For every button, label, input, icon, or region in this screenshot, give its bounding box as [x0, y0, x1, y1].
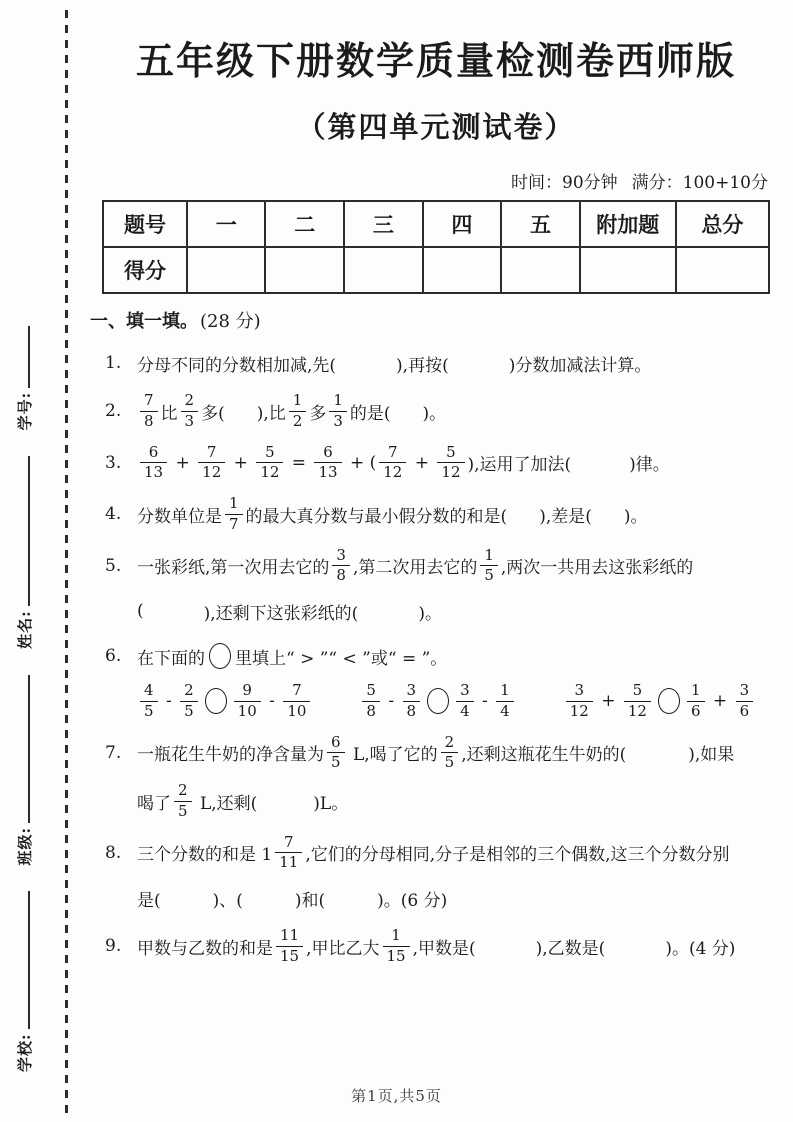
fraction	[383, 928, 410, 965]
fraction	[329, 393, 347, 430]
fraction-numerator: 5	[366, 681, 376, 699]
fraction	[314, 442, 341, 482]
fraction-denominator: 12	[256, 462, 283, 481]
fraction-denominator: 5	[441, 752, 459, 771]
fraction	[456, 683, 474, 720]
question-text: 的是(	[349, 403, 391, 424]
fraction	[181, 393, 199, 430]
question-text: )。(6 分)	[377, 890, 448, 911]
question-text: )。	[422, 403, 447, 424]
question-text: 三个分数的和是 1	[137, 845, 273, 866]
fraction-numerator: 7	[144, 391, 154, 409]
question-text: ,还剩这瓶花生牛奶的(	[461, 745, 627, 766]
compare-circle	[658, 688, 680, 714]
score-table-header-cell: 总分	[676, 201, 769, 247]
answer-blank	[336, 362, 396, 364]
fraction-numerator: 7	[292, 681, 302, 699]
score-table-score-row	[103, 247, 769, 293]
answer-blank	[391, 410, 423, 412]
fraction	[379, 442, 406, 482]
fraction-numerator: 11	[280, 926, 300, 944]
school-blank-line	[27, 891, 30, 1029]
question-text: ),还剩下这张彩纸的(	[203, 603, 359, 624]
question-text: L,喝了它的	[347, 745, 438, 766]
fraction-denominator: 8	[140, 411, 158, 430]
question-line	[102, 641, 770, 671]
question-text: 多(	[201, 403, 225, 424]
fraction-denominator: 15	[383, 946, 410, 965]
question-3	[102, 442, 770, 482]
fraction	[198, 442, 225, 482]
question-line	[102, 545, 770, 585]
section-title	[90, 307, 770, 333]
fraction	[275, 832, 302, 872]
question-line	[102, 442, 770, 482]
question-text: 在下面的	[137, 648, 205, 669]
question-text: 喝了	[137, 793, 171, 814]
paper-content	[90, 0, 770, 965]
fraction-denominator: 2	[289, 411, 307, 430]
fraction-numerator: 3	[739, 681, 750, 699]
fraction-denominator: 12	[566, 701, 593, 720]
question-text: -	[476, 691, 494, 712]
question-text: ,两次一共用去这张彩纸的	[500, 558, 694, 579]
question-line	[102, 683, 770, 720]
question-text: ,第二次用去它的	[352, 558, 478, 579]
score-table	[102, 200, 770, 294]
fraction	[437, 442, 464, 482]
question-text: =	[286, 452, 312, 473]
binding-dashed-line	[65, 10, 68, 1116]
exam-time: 时间：90分钟	[511, 173, 618, 193]
question-text: )。	[418, 603, 442, 624]
fraction-numerator: 1	[484, 545, 494, 564]
question-1	[102, 348, 770, 378]
question-text: 多	[309, 403, 327, 424]
question-text: )和(	[294, 890, 326, 911]
question-text: -	[160, 691, 178, 712]
section-points: (28 分)	[200, 311, 261, 332]
fraction	[180, 683, 198, 720]
fraction-numerator: 1	[500, 681, 510, 699]
question-text: )律。	[629, 455, 670, 476]
page-subtitle: （第四单元测试卷）	[296, 110, 576, 144]
questions	[102, 348, 770, 965]
fraction-numerator: 3	[336, 545, 346, 564]
question-number: 9.	[105, 936, 122, 957]
page-number: 第1页,共5页	[351, 1087, 442, 1105]
question-line	[102, 596, 770, 626]
answer-blank	[243, 897, 295, 899]
question-line	[102, 732, 770, 772]
fraction	[225, 496, 243, 533]
question-text: 分母不同的分数相加减,先(	[137, 355, 337, 376]
answer-blank	[507, 513, 539, 515]
fraction-numerator: 6	[148, 442, 159, 461]
fraction-numerator: 1	[391, 926, 401, 944]
fraction-numerator: 2	[178, 781, 188, 799]
fraction-denominator: 8	[403, 701, 421, 720]
fraction	[174, 783, 192, 820]
question-text: -	[382, 691, 400, 712]
fraction-denominator: 5	[140, 701, 158, 720]
question-text: )。(4 分)	[665, 938, 736, 959]
fraction-denominator: 7	[225, 514, 243, 533]
question-text: (	[137, 601, 144, 621]
question-number: 8.	[105, 842, 122, 863]
student-id-label: 学号:	[16, 391, 34, 431]
answer-blank	[449, 362, 509, 364]
fraction-denominator: 10	[283, 701, 310, 720]
answer-blank	[476, 945, 536, 947]
answer-blank	[313, 700, 359, 702]
fraction-denominator: 3	[181, 411, 199, 430]
score-cell	[265, 247, 344, 293]
class-blank-line	[27, 675, 30, 823]
question-text: ),比	[256, 403, 286, 424]
fraction	[736, 683, 754, 720]
question-4	[102, 496, 770, 533]
question-text: 一瓶花生牛奶的净含量为	[137, 745, 324, 766]
score-cell	[676, 247, 769, 293]
fraction	[276, 928, 303, 965]
score-cell	[580, 247, 676, 293]
fraction-denominator: 5	[327, 752, 345, 771]
fraction	[234, 683, 261, 720]
fraction-denominator: 4	[456, 701, 474, 720]
question-number: 4.	[105, 504, 122, 525]
answer-blank	[517, 700, 563, 702]
question-text: 里填上“ > ”“ < ”或“ = ”。	[235, 648, 448, 669]
fraction-denominator: 12	[624, 701, 651, 720]
question-text: ,它们的分母相同,分子是相邻的三个偶数,这三个分数分别	[305, 845, 730, 866]
fraction-denominator: 12	[437, 462, 464, 481]
fraction	[327, 732, 345, 772]
fraction-numerator: 5	[446, 442, 456, 461]
fraction	[362, 683, 380, 720]
class-label: 班级:	[16, 826, 34, 866]
question-number: 6.	[105, 646, 122, 666]
question-text: +	[170, 452, 196, 473]
fraction-denominator: 12	[198, 462, 225, 481]
question-line	[102, 393, 770, 430]
question-text: ),运用了加法(	[467, 455, 572, 476]
fraction-numerator: 6	[331, 732, 341, 751]
question-line	[102, 928, 770, 965]
fraction-numerator: 7	[388, 442, 398, 461]
fraction	[687, 683, 705, 720]
fraction-denominator: 5	[180, 701, 198, 720]
fraction-denominator: 13	[314, 462, 341, 481]
student-info-margin	[14, 122, 58, 1072]
score-row-label: 得分	[103, 247, 187, 293]
fraction	[256, 442, 283, 482]
fraction	[140, 683, 158, 720]
question-text: -	[263, 691, 281, 712]
question-text: )L。	[313, 793, 349, 814]
fraction-denominator: 11	[275, 852, 302, 871]
question-line	[102, 348, 770, 378]
question-9	[102, 928, 770, 965]
question-line	[102, 883, 770, 913]
score-table-header-cell: 四	[423, 201, 502, 247]
question-text: +	[228, 452, 254, 473]
fraction-numerator: 1	[333, 391, 343, 409]
fraction-denominator: 5	[174, 801, 192, 820]
fraction-numerator: 2	[184, 681, 194, 699]
fraction-numerator: 2	[184, 391, 195, 409]
compare-circle	[205, 688, 227, 714]
question-5	[102, 545, 770, 627]
answer-blank	[358, 610, 418, 612]
compare-circle	[427, 688, 449, 714]
fraction-numerator: 7	[284, 832, 294, 851]
answer-blank	[257, 800, 313, 802]
question-number: 3.	[105, 452, 122, 473]
fraction	[566, 683, 593, 720]
question-7	[102, 732, 770, 820]
fraction-numerator: 1	[229, 494, 239, 512]
answer-blank	[161, 897, 213, 899]
question-line	[102, 783, 770, 820]
fraction-numerator: 9	[242, 681, 252, 699]
fraction	[403, 683, 421, 720]
compare-circle	[209, 643, 231, 669]
exam-meta	[102, 168, 770, 193]
question-text: ,甲比乙大	[306, 938, 380, 959]
question-number: 1.	[105, 353, 122, 373]
question-text: L,还剩(	[194, 793, 258, 814]
question-text: ),如果	[688, 745, 735, 766]
score-cell	[501, 247, 580, 293]
question-text: ),再按(	[396, 355, 449, 376]
fraction-denominator: 12	[379, 462, 406, 481]
question-text: + (	[344, 452, 377, 473]
fraction	[441, 732, 459, 772]
answer-blank	[626, 752, 688, 754]
fraction-denominator: 3	[329, 411, 347, 430]
question-text: 比	[160, 403, 178, 424]
name-label: 姓名:	[16, 610, 34, 649]
question-text: +	[409, 452, 435, 473]
question-text: )分数加减法计算。	[508, 355, 652, 376]
answer-blank	[325, 897, 377, 899]
school-label: 学校:	[16, 1033, 34, 1072]
fraction-denominator: 4	[496, 701, 514, 720]
question-number: 7.	[105, 742, 122, 763]
fraction-denominator: 8	[332, 565, 350, 584]
question-line	[102, 832, 770, 872]
answer-blank	[592, 513, 624, 515]
score-table-header-cell: 三	[344, 201, 423, 247]
question-text: +	[707, 691, 733, 712]
answer-blank	[144, 610, 204, 612]
fraction-numerator: 3	[460, 681, 470, 699]
page-title: 五年级下册数学质量检测卷西师版	[135, 38, 736, 83]
question-8	[102, 832, 770, 914]
question-text: )。	[623, 506, 648, 527]
fraction	[140, 442, 167, 482]
fraction	[140, 393, 158, 430]
answer-blank	[225, 410, 257, 412]
fraction-numerator: 6	[323, 442, 333, 461]
fraction-numerator: 2	[444, 732, 455, 751]
fraction-numerator: 4	[144, 681, 154, 699]
fraction	[283, 683, 310, 720]
score-cell	[187, 247, 266, 293]
score-table-header-cell: 题号	[103, 201, 187, 247]
question-6	[102, 641, 770, 720]
fraction-denominator: 13	[140, 462, 167, 481]
question-text: 是(	[137, 890, 161, 911]
question-text: ,甲数是(	[412, 938, 476, 959]
question-text: 一张彩纸,第一次用去它的	[137, 558, 330, 579]
question-text: ),乙数是(	[535, 938, 606, 959]
name-blank-line	[27, 456, 30, 606]
score-table-header-cell: 二	[265, 201, 344, 247]
question-text: 甲数与乙数的和是	[137, 938, 273, 959]
score-table-header-cell: 附加题	[580, 201, 676, 247]
score-table-header-row	[103, 201, 769, 247]
fraction-numerator: 5	[632, 681, 643, 699]
question-text: +	[595, 691, 621, 712]
question-number: 2.	[105, 401, 122, 422]
fraction-denominator: 15	[276, 946, 303, 965]
score-cell	[344, 247, 423, 293]
fraction	[624, 683, 651, 720]
fraction-numerator: 5	[265, 442, 275, 461]
fraction-numerator: 3	[574, 681, 585, 699]
fraction	[332, 545, 350, 585]
exam-full-score: 满分：100+10分	[631, 173, 768, 193]
question-2	[102, 393, 770, 430]
fraction-denominator: 6	[736, 701, 754, 720]
fraction-numerator: 3	[406, 681, 417, 699]
question-text: 分数单位是	[137, 506, 222, 527]
fraction	[496, 683, 514, 720]
fraction-numerator: 7	[206, 442, 217, 461]
score-cell	[423, 247, 502, 293]
question-text: ),差是(	[539, 506, 592, 527]
fraction-denominator: 10	[234, 701, 261, 720]
answer-blank	[605, 945, 665, 947]
score-table-header-cell: 一	[187, 201, 266, 247]
fraction-numerator: 1	[690, 681, 701, 699]
student-id-blank-line	[27, 326, 30, 388]
fraction-numerator: 1	[292, 391, 303, 409]
question-number: 5.	[105, 555, 122, 576]
fraction-denominator: 6	[687, 701, 705, 720]
answer-blank	[571, 462, 629, 464]
section-title-text: 一、填一填。	[90, 311, 198, 332]
fraction-denominator: 8	[362, 701, 380, 720]
question-text: 的最大真分数与最小假分数的和是(	[245, 506, 508, 527]
question-line	[102, 496, 770, 533]
fraction	[289, 393, 307, 430]
fraction	[480, 545, 498, 585]
fraction-denominator: 5	[480, 565, 498, 584]
score-table-header-cell: 五	[501, 201, 580, 247]
question-text: )、(	[212, 890, 243, 911]
